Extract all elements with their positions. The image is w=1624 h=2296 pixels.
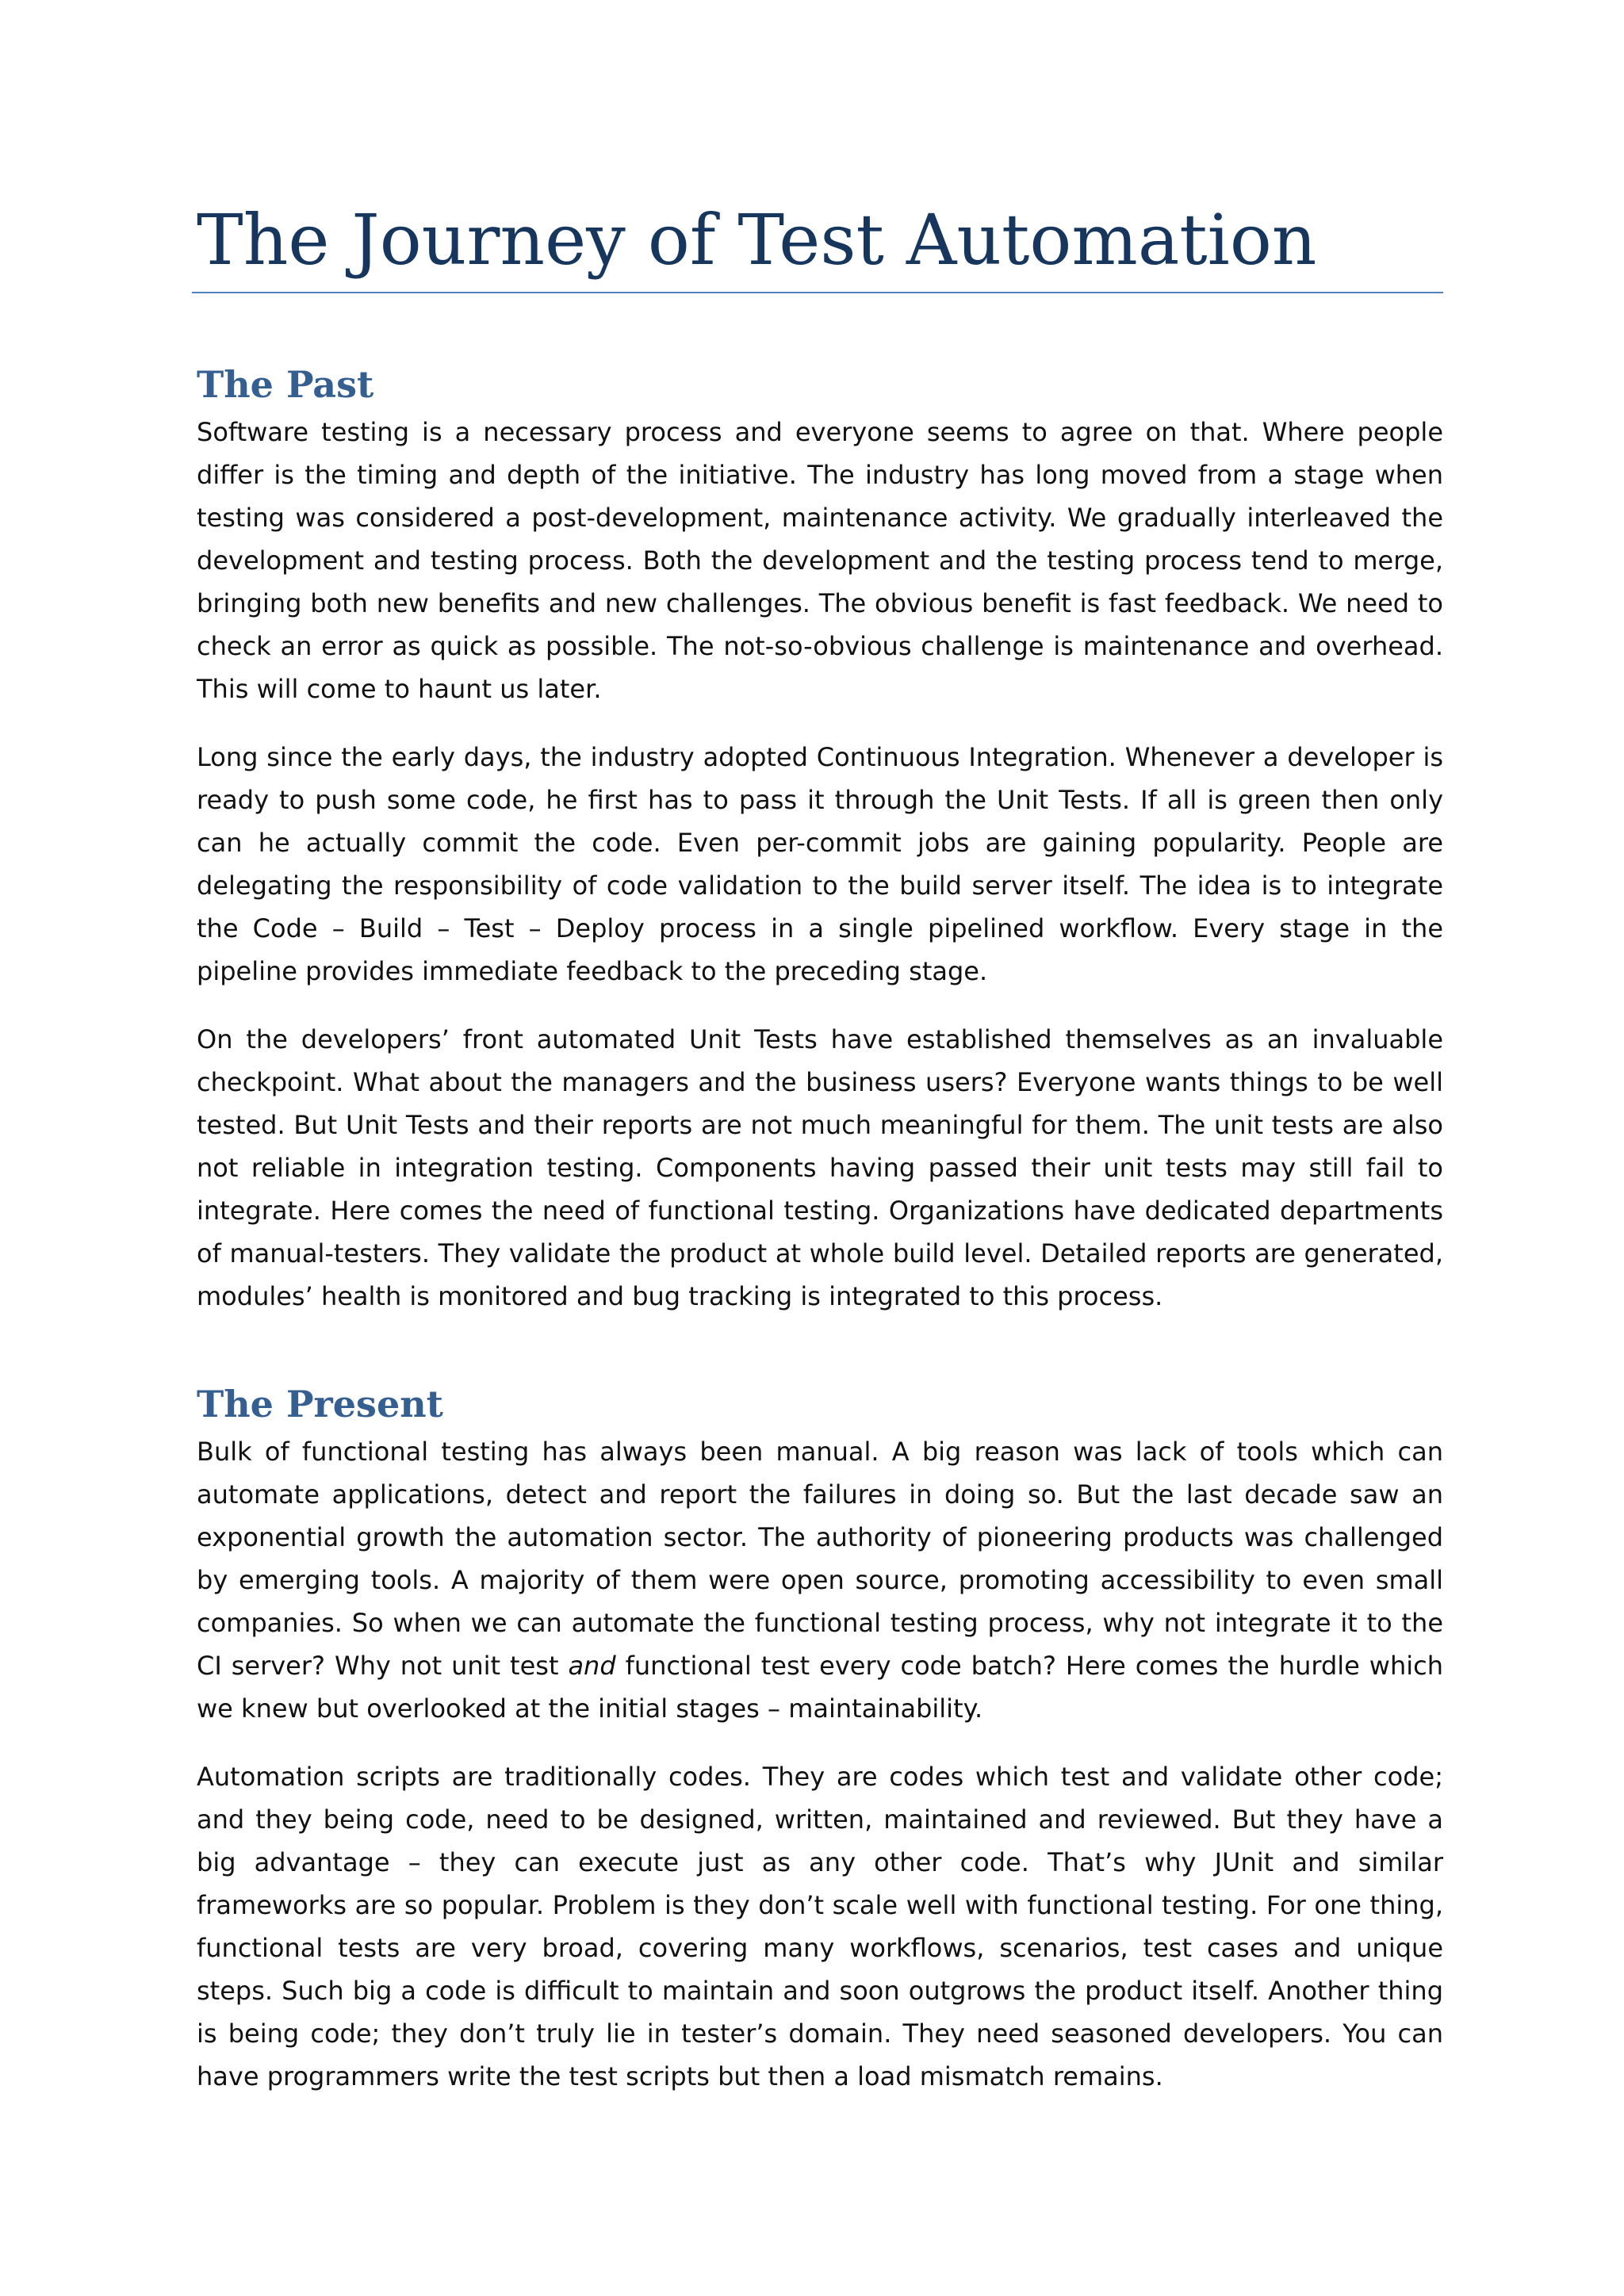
document-title: The Journey of Test Automation (197, 199, 1317, 281)
paragraph-text: Bulk of functional testing has always been manual. A big reason was lack of tools which can automate applications, detect and report the failures in doing so. But the last decade saw an exponential growth the automation sector. The authority of pioneering products was challenged by emerging tools. A majority of them were open source, promoting accessibility to even small companies. So when we can automate the functional testing process, why not integrate it to the CI server? Why not unit test (197, 1437, 1443, 1681)
paragraph: Software testing is a necessary process and everyone seems to agree on that. Where people differ is the timing and depth of the initiative. The industry has long moved from a stage when testing was considered a post-development, maintenance activity. We gradually interleaved the development and testing process. Both the development and the testing process tend to merge, bringing both new benefits and new challenges. The obvious benefit is fast feedback. We need to check an error as quick as possible. The not-so-obvious challenge is maintenance and overhead. This will come to haunt us later. (197, 417, 1443, 704)
title-underline-rule (192, 292, 1443, 293)
paragraph: On the developers’ front automated Unit Tests have established themselves as an invaluable checkpoint. What about the managers and the business users? Everyone wants things to be well tested. But Unit Tests and their reports are not much meaningful for them. The unit tests are also not reliable in integration testing. Components having passed their unit tests may still fail to integrate. Here comes the need of functional testing. Organizations have dedicated departments of manual-testers. They validate the product at whole build level. Detailed reports are generated, modules’ health is monitored and bug tracking is integrated to this process. (197, 1024, 1443, 1311)
section-heading: The Present (197, 1383, 443, 1425)
paragraph (197, 1430, 1443, 1730)
section-the-past (197, 358, 1443, 1343)
emphasis-text: and (568, 1651, 616, 1681)
section-the-present (197, 1378, 1443, 2123)
paragraph: Automation scripts are traditionally codes. They are codes which test and validate other code; and they being code, need to be designed, written, maintained and reviewed. But they have a big advantage – they can execute just as any other code. That’s why JUnit and similar frameworks are so popular. Problem is they don’t scale well with functional testing. For one thing, functional tests are very broad, covering many workflows, scenarios, test cases and unique steps. Such big a code is difficult to maintain and soon outgrows the product itself. Another thing is being code; they don’t truly lie in tester’s domain. They need seasoned developers. You can have programmers write the test scripts but then a load mismatch remains. (197, 1762, 1443, 2091)
paragraph: Long since the early days, the industry adopted Continuous Integration. Whenever a developer is ready to push some code, he first has to pass it through the Unit Tests. If all is green then only can he actually commit the code. Even per-commit jobs are gaining popularity. People are delegating the responsibility of code validation to the build server itself. The idea is to integrate the Code – Build – Test – Deploy process in a single pipelined workflow. Every stage in the pipeline provides immediate feedback to the preceding stage. (197, 742, 1443, 986)
paragraph-text: functional test every code batch? Here comes the hurdle which we knew but overlooked at the initial stages – maintainability. (197, 1651, 1444, 1724)
section-heading: The Past (197, 363, 374, 406)
